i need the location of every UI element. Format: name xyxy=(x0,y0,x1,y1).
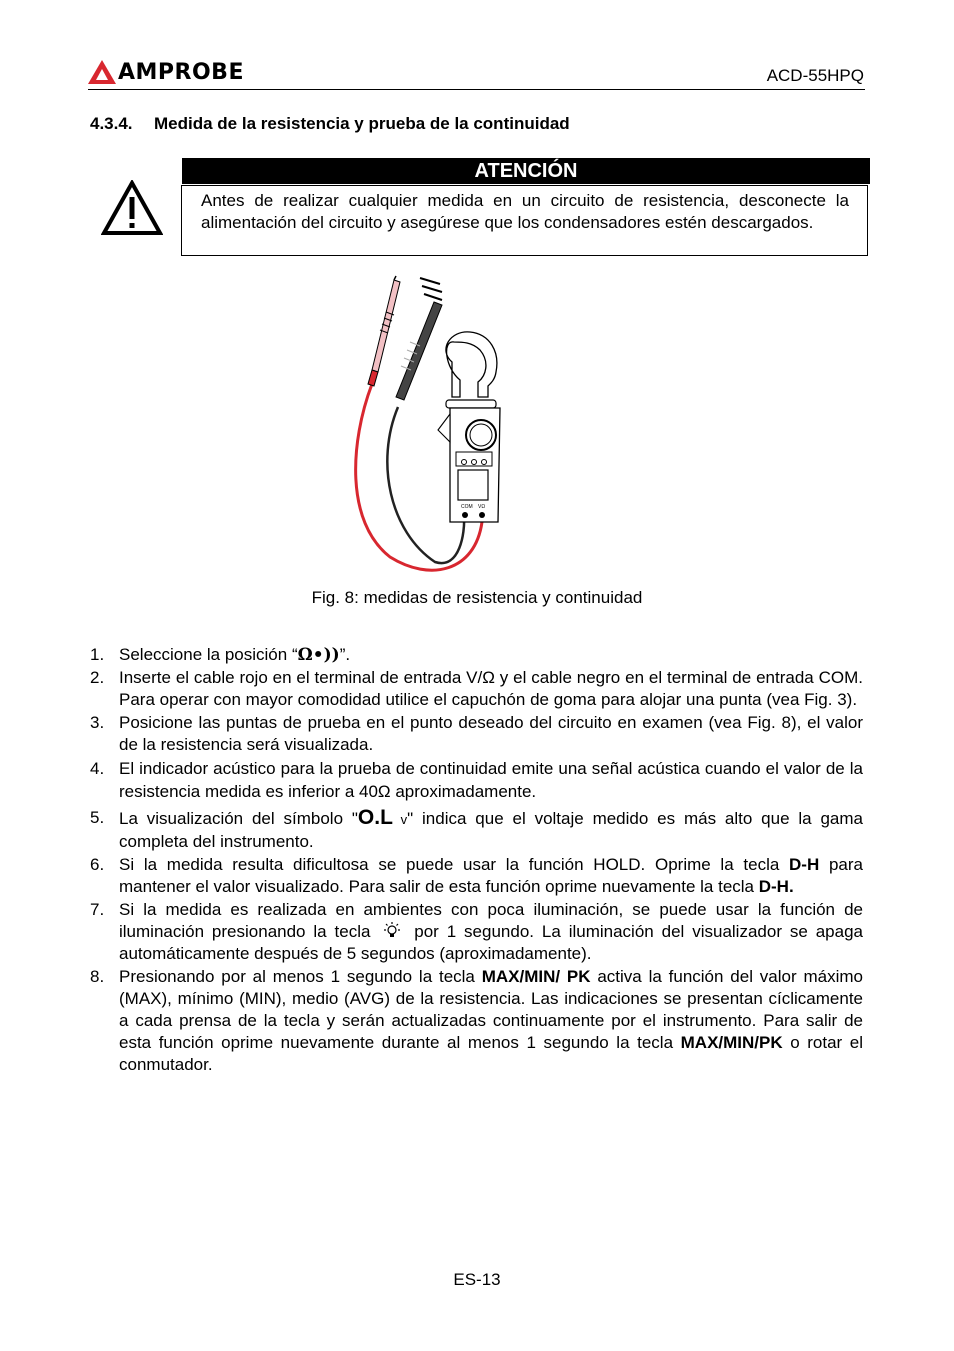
warning-triangle-icon xyxy=(101,180,163,236)
list-item xyxy=(90,966,863,1076)
step-text: La visualización del símbolo "O.L v" indica que el voltaje medido es más alto que la gama completa del instrumento. xyxy=(119,806,863,851)
step-text: Seleccione la posición “Ω•))”. xyxy=(119,645,351,665)
step-number: 7. xyxy=(90,900,105,919)
step-number: 5. xyxy=(90,808,105,827)
overload-symbol: O.L xyxy=(357,806,393,829)
terminal-v-label: VΩ xyxy=(478,504,486,510)
step-number: 3. xyxy=(90,713,105,732)
list-item xyxy=(90,712,863,756)
list-item xyxy=(90,899,863,965)
black-probe xyxy=(396,278,442,400)
backlight-bulb-icon xyxy=(382,922,402,940)
warning-heading: ATENCIÓN xyxy=(182,158,870,184)
step-number: 6. xyxy=(90,855,105,874)
step-text: Si la medida es realizada en ambientes con poca iluminación, se puede usar la función de iluminación presionando la tecla por 1 segundo. La iluminación del visualizador se apaga automáticamente después de 5 segundos (aproximadamente). xyxy=(119,900,863,963)
figure-caption: Fig. 8: medidas de resistencia y continuidad xyxy=(311,588,643,607)
list-item xyxy=(90,667,863,711)
amprobe-logo xyxy=(88,58,244,88)
terminal-com-label: COM xyxy=(461,504,473,510)
steps-list xyxy=(90,644,863,1077)
list-item xyxy=(90,807,863,853)
red-probe xyxy=(368,276,400,386)
step-text: Si la medida resulta dificultosa se puede usar la función HOLD. Oprime la tecla D-H para mantener el valor visualizado. Para salir de esta función oprime nuevamente la tecla D-H. xyxy=(119,855,863,896)
key-dh: D-H. xyxy=(758,877,794,896)
key-max-min-pk: MAX/MIN/PK xyxy=(680,1033,783,1052)
section-title xyxy=(90,114,570,134)
key-dh: D-H xyxy=(789,855,820,874)
model-number: ACD-55HPQ xyxy=(766,66,864,85)
page-number: ES-13 xyxy=(453,1270,501,1289)
section-heading: Medida de la resistencia y prueba de la continuidad xyxy=(154,114,570,133)
ohm-continuity-symbol: Ω•)) xyxy=(297,645,340,665)
list-item xyxy=(90,854,863,898)
list-item xyxy=(90,757,863,803)
header-divider xyxy=(88,89,865,90)
step-number: 1. xyxy=(90,645,105,664)
brand-name: AMPROBE xyxy=(118,60,244,85)
list-item xyxy=(90,644,863,666)
key-max-min-pk: MAX/MIN/ PK xyxy=(481,967,591,986)
meter-body xyxy=(438,332,500,522)
step-number: 4. xyxy=(90,759,105,778)
step-number: 2. xyxy=(90,668,105,687)
step-text: Presionando por al menos 1 segundo la tecla MAX/MIN/ PK activa la función del valor máximo (MAX), mínimo (MIN), medio (AVG) de la resistencia. Las indicaciones se presentan cíclicamente a cada prensa de la tecla y serán actualizadas continuamente por el instrumento. Para salir de esta función oprime nuevamente durante al menos 1 segundo la tecla MAX/MIN/PK o rotar el conmutador. xyxy=(119,967,864,1074)
step-number: 8. xyxy=(90,967,105,986)
logo-triangle-icon xyxy=(88,58,118,86)
step-text: Inserte el cable rojo en el terminal de entrada V/Ω y el cable negro en el terminal de entrada COM. Para operar con mayor comodidad utilice el capuchón de goma para alojar una punta (vea Fig. 3). xyxy=(119,668,863,709)
warning-text: Antes de realizar cualquier medida en un circuito de resistencia, desconecte la alimentación del circuito y asegúrese que los condensadores estén descargados. xyxy=(201,191,849,232)
section-number: 4.3.4. xyxy=(90,114,133,133)
clamp-meter-figure xyxy=(350,272,510,582)
step-text: El indicador acústico para la prueba de continuidad emite una señal acústica cuando el valor de la resistencia medida es inferior a 40Ω aproximadamente. xyxy=(119,759,863,801)
step-text: Posicione las puntas de prueba en el punto deseado del circuito en examen (vea Fig. 8), el valor de la resistencia será visualizada. xyxy=(119,713,863,754)
